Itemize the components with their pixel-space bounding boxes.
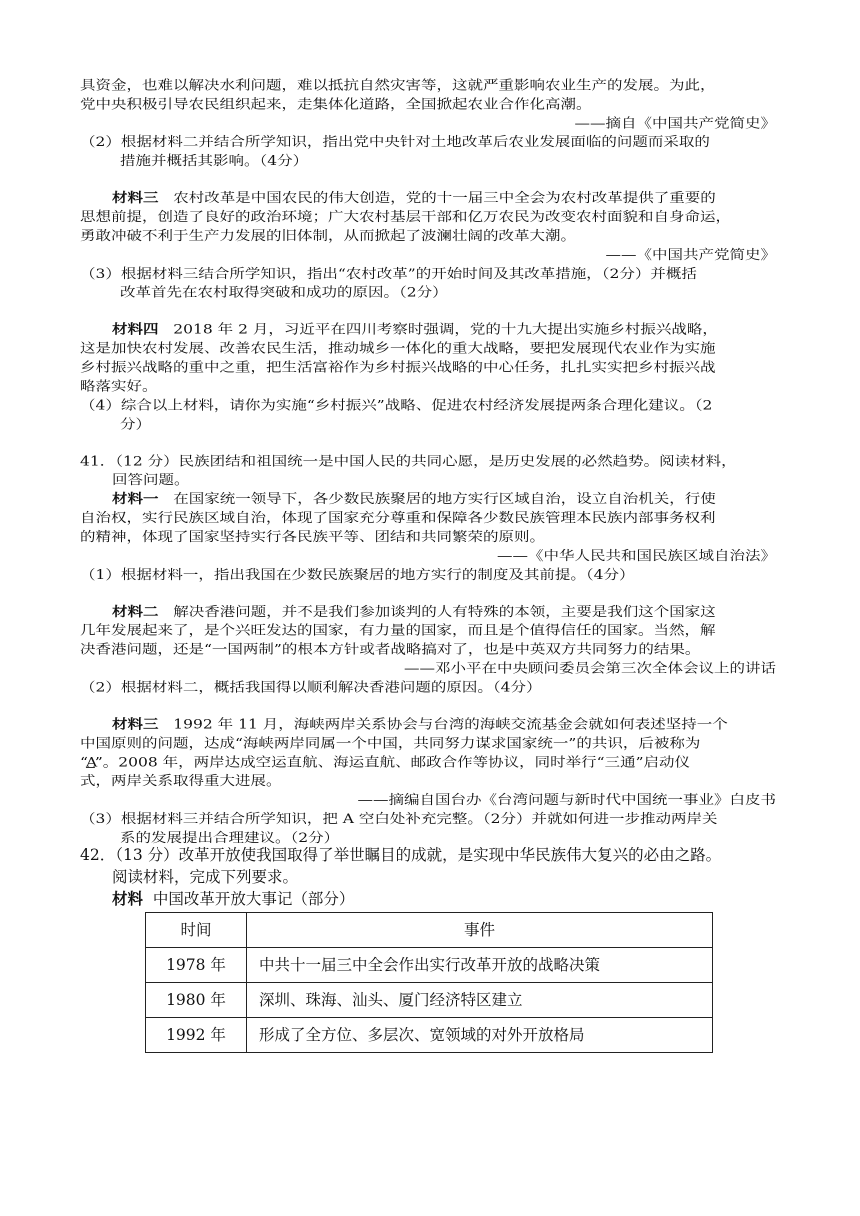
table-row [146, 983, 713, 1018]
material-label: 材料三 [112, 715, 159, 732]
material-label: 材料三 [112, 189, 159, 206]
question-text: （3）根据材料三结合所学知识，指出“农村改革”的开始时间及其改革措施，（2分）并概括 [80, 265, 697, 282]
table-cell-time: 1978 年 [146, 948, 247, 983]
table-row [146, 1018, 713, 1053]
material-source: ——《中国共产党简史》 [605, 246, 776, 263]
material-label: 材料一 [112, 490, 159, 507]
question-stem: 回答问题。 [112, 472, 190, 488]
material-paragraph: 材料三 农村改革是中国农民的伟大创造，党的十一届三中全会为农村改革提供了重要的 [112, 189, 716, 206]
table-title: 中国改革开放大事记（部分） [143, 890, 355, 908]
table-header-cell: 时间 [146, 913, 247, 948]
table-cell-event: 深圳、珠海、汕头、厦门经济特区建立 [247, 983, 713, 1018]
material-text-line: 勇敢冲破不利于生产力发展的旧体制，从而掀起了波澜壮阔的改革大潮。 [80, 227, 577, 244]
material-text-line: 略落实好。 [80, 378, 158, 394]
table-caption [112, 888, 354, 910]
material-text-line: 自治权，实行民族区域自治，体现了国家充分尊重和保障各少数民族管理本民族内部事务权利 [80, 509, 716, 526]
material-source: ——摘编自国台办《台湾问题与新时代中国统一事业》白皮书 [357, 792, 776, 808]
table-cell-event: 中共十一届三中全会作出实行改革开放的战略决策 [247, 948, 713, 983]
material-text-line: 思想前提，创造了良好的政治环境；广大农村基层干部和亿万农民为改变农村面貌和自身命运， [80, 208, 732, 225]
material-text-line: 决香港问题，还是“一国两制”的根本方针或者战略搞对了，也是中英双方共同努力的结果。 [80, 641, 701, 658]
material-text-line: 这是加快农村发展、改善农民生活，推动城乡一体化的重大战略，要把发展现代农业作为实施 [80, 340, 716, 357]
question-text: （1）根据材料一，指出我国在少数民族聚居的地方实行的制度及其前提。（4分） [80, 566, 635, 583]
question-stem: 41．（12 分）民族团结和祖国统一是中国人民的共同心愿，是历史发展的必然趋势。阅读材料， [80, 453, 737, 469]
table-header-cell: 事件 [247, 913, 713, 948]
material-label: 材料四 [112, 320, 159, 338]
table-cell-time: 1992 年 [146, 1018, 247, 1053]
material-source: ——《中华人民共和国民族区域自治法》 [496, 547, 776, 564]
answer-blank-a: A [85, 754, 95, 770]
table-header-row [146, 913, 713, 948]
material-text-line: 的精神，体现了国家坚持实行各民族平等、团结和共同繁荣的原则。 [80, 528, 546, 545]
question-text: 改革首先在农村取得突破和成功的原因。（2分） [120, 284, 448, 301]
material-text-line: 中国原则的问题，达成“海峡两岸同属一个中国，共同努力谋求国家统一”的共识，后被称为 [80, 735, 701, 751]
question-text: （3）根据材料三并结合所学知识，把 A 空白处补充完整。（2分）并就如何进一步推动两岸关 [80, 810, 718, 827]
question-text: 措施并概括其影响。（4分） [120, 153, 309, 169]
question-text: （2）根据材料二，概括我国得以顺利解决香港问题的原因。（4分） [80, 679, 542, 695]
material-text-line: 具资金，也难以解决水利问题，难以抵抗自然灾害等，这就严重影响农业生产的发展。为此， [80, 77, 716, 93]
material-text-line: 党中央积极引导农民组织起来，走集体化道路，全国掀起农业合作化高潮。 [80, 96, 592, 112]
material-label: 材料二 [112, 602, 159, 620]
table-cell-event: 形成了全方位、多层次、宽领域的对外开放格局 [247, 1018, 713, 1053]
question-stem: 阅读材料，完成下列要求。 [112, 868, 299, 886]
question-stem: 42．（13 分）改革开放使我国取得了举世瞩目的成就，是实现中华民族伟大复兴的必由之路。 [80, 846, 722, 864]
question-text: （2）根据材料二并结合所学知识，指出党中央针对土地改革后农业发展面临的问题而采取的 [80, 134, 710, 150]
material-source: ——摘自《中国共产党简史》 [574, 115, 776, 131]
material-label: 材料 [112, 889, 144, 908]
material-paragraph: 材料三 1992 年 11 月，海峡两岸关系协会与台湾的海峡交流基金会就如何表述坚持一个 [112, 715, 728, 732]
material-text-line: “A”。2008 年，两岸达成空运直航、海运直航、邮政合作等协议，同时举行“三通”启动仪 [80, 754, 691, 770]
material-source: ——邓小平在中央顾问委员会第三次全体会议上的讲话 [403, 660, 776, 676]
material-text-line: 式，两岸关系取得重大进展。 [80, 773, 282, 789]
material-paragraph: 材料一 在国家统一领导下，各少数民族聚居的地方实行区域自治，设立自治机关，行使 [112, 490, 716, 507]
material-paragraph: 材料二 解决香港问题，并不是我们参加谈判的人有特殊的本领，主要是我们这个国家这 [112, 602, 716, 620]
question-text: （4）综合以上材料，请你为实施“乡村振兴”战略、促进农村经济发展提两条合理化建议。（2 [80, 397, 713, 413]
events-table [145, 912, 713, 1053]
question-text: 系的发展提出合理建议。（2分） [120, 829, 340, 846]
question-text: 分） [120, 416, 152, 432]
material-paragraph: 材料四 2018 年 2 月，习近平在四川考察时强调，党的十九大提出实施乡村振兴战略， [112, 320, 718, 338]
material-text-line: 乡村振兴战略的重中之重，把生活富裕作为乡村振兴战略的中心任务，扎扎实实把乡村振兴战 [80, 359, 716, 375]
material-text-line: 几年发展起来了，是个兴旺发达的国家，有力量的国家，而且是个值得信任的国家。当然，解 [80, 622, 716, 639]
table-cell-time: 1980 年 [146, 983, 247, 1018]
table-row [146, 948, 713, 983]
